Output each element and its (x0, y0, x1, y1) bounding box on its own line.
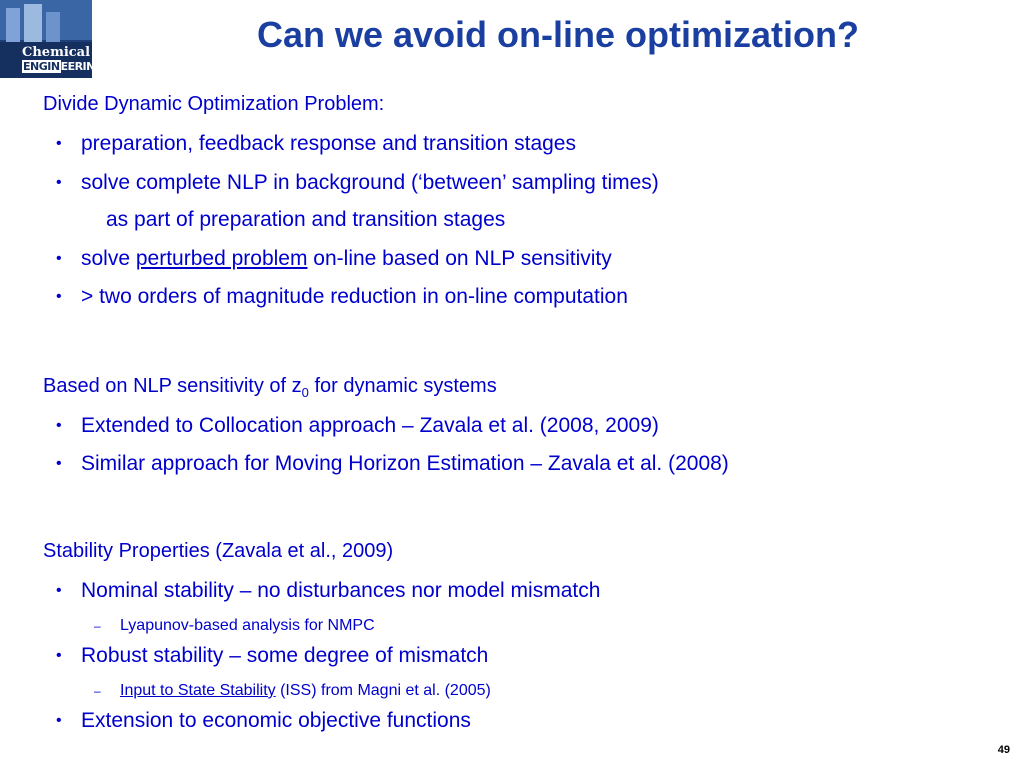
section-heading-sensitivity: Based on NLP sensitivity of $z_0$ for dynamic systems (43, 375, 497, 400)
bullet-dot: • (56, 712, 62, 729)
section-heading-stability: Stability Properties (Zavala et al., 2009) (43, 540, 394, 562)
bullet-dot: • (56, 174, 62, 191)
bullet-text: solve perturbed problem on-line based on NLP sensitivity (81, 247, 612, 270)
bullet-dot: • (56, 455, 62, 472)
sub-bullet-dash: – (94, 684, 101, 698)
bullet-text: > two orders of magnitude reduction in on-line computation (81, 285, 628, 308)
bullet-text: solve complete NLP in background (‘between’ sampling times) (81, 171, 659, 194)
bullet-dot: • (56, 288, 62, 305)
bullet-text: Robust stability – some degree of mismatch (81, 644, 489, 667)
sub-bullet-dash: – (94, 619, 101, 633)
bullet-text: preparation, feedback response and transition stages (81, 132, 576, 155)
bullet-text: Similar approach for Moving Horizon Estimation – Zavala et al. (2008) (81, 452, 729, 475)
logo-word-engineering: ENGINEERING (23, 60, 104, 73)
bullet-dot: • (56, 647, 62, 664)
perturbed-problem-link[interactable]: perturbed problem (135, 247, 308, 270)
logo-word-chemical: Chemical (22, 45, 91, 60)
logo-building (6, 8, 20, 42)
bullet-continuation: as part of preparation and transition stages (106, 208, 506, 231)
sub-bullet-text: Input to State Stability (ISS) from Magni et al. (2005) (120, 682, 491, 699)
bullet-dot: • (56, 250, 62, 267)
bullet-text: Nominal stability – no disturbances nor model mismatch (81, 579, 601, 602)
chemical-engineering-logo (0, 0, 104, 78)
bullet-dot: • (56, 417, 62, 434)
page-number: 49 (997, 744, 1010, 756)
bullet-text: Extended to Collocation approach – Zavala et al. (2008, 2009) (81, 414, 659, 437)
iss-link[interactable]: Input to State Stability (120, 682, 276, 699)
sub-bullet-text: Lyapunov-based analysis for NMPC (120, 617, 375, 634)
bullet-text: Extension to economic objective functions (81, 709, 471, 732)
bullet-dot: • (56, 135, 62, 152)
logo-building-wing (46, 12, 60, 42)
section-heading-divide: Divide Dynamic Optimization Problem: (43, 93, 385, 115)
bullet-dot: • (56, 582, 62, 599)
slide-title: Can we avoid on-line optimization? (256, 14, 859, 55)
logo-building-tower (24, 4, 42, 42)
